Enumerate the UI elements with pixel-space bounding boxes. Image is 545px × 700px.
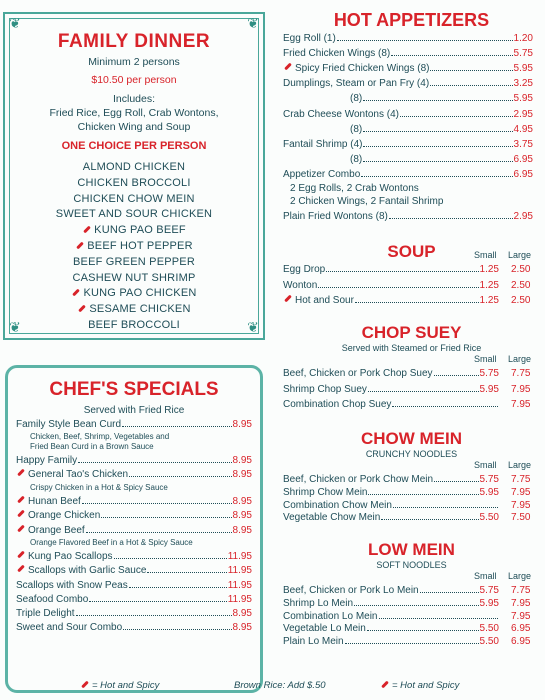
small-header: Small <box>474 571 497 581</box>
menu-item-name: Scallops with Garlic Sauce <box>28 565 147 577</box>
lo-mein-subtitle: SOFT NOODLES <box>376 560 447 570</box>
chili-pepper-icon <box>16 496 25 505</box>
menu-item-price: 5.75 <box>513 48 533 60</box>
dish-name: SESAME CHICKEN <box>89 303 191 316</box>
small-price: 5.50 <box>479 636 499 648</box>
leader-dots <box>381 512 478 520</box>
menu-item <box>283 636 499 647</box>
large-price: 7.75 <box>511 368 531 379</box>
combo-description: 2 Chicken Wings, 2 Fantail Shrimp <box>290 196 444 207</box>
menu-item-price: 11.95 <box>227 579 252 591</box>
menu-item <box>16 510 252 521</box>
menu-item-name: (8) <box>350 93 363 105</box>
menu-item <box>16 496 252 507</box>
family-dinner-dish <box>5 177 263 189</box>
small-price: 5.75 <box>479 585 499 596</box>
dish-name: BEEF GREEN PEPPER <box>73 255 195 268</box>
chow-mein-subtitle: CRUNCHY NOODLES <box>365 449 458 459</box>
menu-item-name: Combination Chop Suey <box>283 399 392 410</box>
menu-item-price: 11.95 <box>227 551 252 563</box>
menu-item <box>283 611 499 622</box>
legend-text: = Hot and Spicy <box>92 680 160 691</box>
menu-item-name: Plain Lo Mein <box>283 636 344 648</box>
menu-item-name: Egg Roll (1) <box>283 33 336 44</box>
menu-item-price: 1.20 <box>513 33 533 44</box>
family-dinner-dish <box>5 208 263 220</box>
menu-item-name: Kung Pao Scallops <box>28 551 113 563</box>
small-header: Small <box>474 460 497 470</box>
menu-item-description: Chicken, Beef, Shrimp, Vegetables and <box>30 432 170 442</box>
dish-name: CASHEW NUT SHRIMP <box>72 271 196 284</box>
leader-dots <box>368 487 478 495</box>
hot-appetizers-title: HOT APPETIZERS <box>333 10 490 30</box>
leader-dots <box>78 455 231 463</box>
fleur-corner-icon: ❦ <box>247 16 259 32</box>
chili-pepper-icon <box>16 565 25 574</box>
menu-item-price: 8.95 <box>232 496 252 508</box>
family-dinner-dish <box>5 272 263 284</box>
chop-suey-title: CHOP SUEY <box>361 323 462 342</box>
leader-dots <box>400 109 513 117</box>
menu-item <box>283 264 499 275</box>
menu-item <box>16 469 252 480</box>
leader-dots <box>326 264 478 272</box>
menu-item-name: Combination Chow Mein <box>283 499 392 511</box>
chili-pepper-icon <box>71 289 80 298</box>
large-price: 7.50 <box>511 512 531 524</box>
leader-dots <box>368 384 479 392</box>
chili-pepper-icon <box>16 525 25 534</box>
menu-item-name: Beef, Chicken or Pork Chop Suey <box>283 368 433 379</box>
chili-pepper-icon <box>380 681 389 690</box>
large-price: 2.50 <box>511 264 531 275</box>
menu-item <box>16 608 252 619</box>
family-dinner-dish <box>5 256 263 268</box>
chefs-specials-subtitle: Served with Fried Rice <box>83 405 185 416</box>
family-dinner-title: FAMILY DINNER <box>57 31 211 52</box>
leader-dots <box>379 611 499 619</box>
menu-item-price: 2.95 <box>513 108 533 120</box>
large-price: 7.75 <box>511 474 531 485</box>
leader-dots <box>354 598 479 606</box>
menu-item-price: 11.95 <box>227 565 252 577</box>
menu-item-price: 6.95 <box>513 168 533 180</box>
menu-item <box>283 280 499 291</box>
leader-dots <box>114 551 227 559</box>
family-dinner-includes-2: Chicken Wing and Soup <box>77 121 191 133</box>
menu-item-price: 8.95 <box>232 510 252 522</box>
menu-item-price: 3.75 <box>513 138 533 150</box>
large-header: Large <box>508 571 532 581</box>
family-dinner-choice: ONE CHOICE PER PERSON <box>61 140 207 152</box>
fleur-corner-icon: ❦ <box>9 16 21 32</box>
small-header: Small <box>474 250 497 260</box>
menu-item <box>350 124 533 135</box>
family-dinner-dish <box>5 303 263 315</box>
combo-description: 2 Egg Rolls, 2 Crab Wontons <box>290 183 419 194</box>
family-dinner-minimum: Minimum 2 persons <box>88 56 180 68</box>
menu-item <box>283 63 533 74</box>
leader-dots <box>129 580 227 588</box>
chili-pepper-icon <box>82 226 91 235</box>
menu-item-name: Orange Beef <box>28 524 85 536</box>
menu-item-price: 8.95 <box>232 419 252 430</box>
menu-item <box>283 48 533 59</box>
menu-item-name: Sweet and Sour Combo <box>16 622 123 634</box>
family-dinner-price: $10.50 per person <box>91 74 177 86</box>
menu-item-description: Orange Flavored Beef in a Hot & Spicy Sauce <box>30 537 193 547</box>
leader-dots <box>391 48 512 56</box>
leader-dots <box>123 622 231 630</box>
leader-dots <box>122 419 231 427</box>
menu-item-price: 8.95 <box>232 524 252 536</box>
small-price: 1.25 <box>479 295 499 306</box>
menu-item-name: Appetizer Combo <box>283 168 361 180</box>
leader-dots <box>434 474 478 482</box>
leader-dots <box>337 33 513 41</box>
menu-item-name: General Tao's Chicken <box>28 469 129 481</box>
menu-item-price: 8.95 <box>232 622 252 634</box>
small-price: 1.25 <box>479 279 499 291</box>
leader-dots <box>434 368 479 376</box>
menu-item-name: Family Style Bean Curd <box>16 419 122 430</box>
menu-item-name: (8) <box>350 123 363 135</box>
leader-dots <box>129 469 231 477</box>
leader-dots <box>101 510 231 518</box>
menu-item-name: Hot and Sour <box>295 295 354 306</box>
leader-dots <box>430 63 512 71</box>
family-dinner-box <box>3 12 265 340</box>
legend-text: = Hot and Spicy <box>392 680 460 691</box>
small-price: 5.95 <box>479 486 499 498</box>
menu-item-name: Combination Lo Mein <box>283 610 378 622</box>
menu-item <box>283 487 499 498</box>
leader-dots <box>76 608 232 616</box>
menu-item-name: Vegetable Lo Mein <box>283 623 366 635</box>
footer-legend-right <box>380 680 459 691</box>
chili-pepper-icon <box>283 295 292 304</box>
leader-dots <box>345 636 479 644</box>
menu-item-name: Fried Chicken Wings (8) <box>283 48 391 60</box>
chili-pepper-icon <box>16 510 25 519</box>
large-price: 7.95 <box>511 486 531 498</box>
menu-item-name: Egg Drop <box>283 264 326 275</box>
family-dinner-dish <box>5 161 263 173</box>
menu-item <box>283 368 499 379</box>
menu-item <box>16 580 252 591</box>
large-price: 7.95 <box>511 597 531 609</box>
menu-item <box>350 93 533 104</box>
menu-item <box>16 455 252 466</box>
menu-item-name: Shrimp Chop Suey <box>283 383 367 395</box>
leader-dots <box>147 565 226 573</box>
chili-pepper-icon <box>16 551 25 560</box>
leader-dots <box>355 295 479 303</box>
leader-dots <box>430 78 512 86</box>
menu-item <box>283 474 499 485</box>
menu-item <box>16 525 252 536</box>
chili-pepper-icon <box>16 469 25 478</box>
menu-item-name: Shrimp Lo Mein <box>283 597 354 609</box>
menu-item-name: Hunan Beef <box>28 496 81 508</box>
lo-mein-title: LOW MEIN <box>368 540 455 559</box>
leader-dots <box>392 399 498 407</box>
chili-pepper-icon <box>75 242 84 251</box>
menu-item <box>283 139 533 150</box>
menu-item <box>283 211 533 222</box>
menu-item <box>16 622 252 633</box>
menu-item <box>283 500 499 511</box>
menu-item-price: 8.95 <box>232 608 252 619</box>
small-price: 5.75 <box>479 368 499 379</box>
menu-item-price: 5.95 <box>513 63 533 75</box>
leader-dots <box>363 139 512 147</box>
large-price: 7.95 <box>511 383 531 395</box>
large-price: 7.75 <box>511 585 531 596</box>
family-dinner-includes-1: Fried Rice, Egg Roll, Crab Wontons, <box>49 107 219 119</box>
chow-mein-title: CHOW MEIN <box>360 429 463 448</box>
large-price: 7.95 <box>511 399 531 410</box>
large-price: 6.95 <box>511 623 531 635</box>
dish-name: CHICKEN CHOW MEIN <box>73 192 195 205</box>
leader-dots <box>393 500 498 508</box>
footer-legend-left <box>80 680 159 691</box>
dish-name: KUNG PAO BEEF <box>94 224 186 237</box>
dish-name: CHICKEN BROCCOLI <box>77 176 191 189</box>
leader-dots <box>363 93 512 101</box>
menu-item-name: Orange Chicken <box>28 510 101 522</box>
menu-item-name: Shrimp Chow Mein <box>283 486 368 498</box>
menu-item <box>350 154 533 165</box>
leader-dots <box>389 211 513 219</box>
dish-name: SWEET AND SOUR CHICKEN <box>55 208 213 221</box>
menu-item <box>283 169 533 180</box>
menu-item <box>283 384 499 395</box>
large-header: Large <box>508 354 532 364</box>
small-header: Small <box>474 354 497 364</box>
large-header: Large <box>508 460 532 470</box>
family-dinner-dish <box>5 319 263 331</box>
menu-item-price: 8.95 <box>232 469 252 481</box>
small-price: 5.50 <box>479 512 499 524</box>
leader-dots <box>361 169 512 177</box>
menu-item-price: 3.25 <box>513 78 533 90</box>
menu-item-name: Fantail Shrimp (4) <box>283 138 363 150</box>
family-dinner-includes-label: Includes: <box>112 93 156 105</box>
small-price: 5.95 <box>479 597 499 609</box>
menu-item-name: Plain Fried Wontons (8) <box>283 211 388 222</box>
menu-item-name: Happy Family <box>16 455 78 467</box>
small-price: 5.50 <box>479 623 499 635</box>
large-header: Large <box>508 250 532 260</box>
menu-item-description: Crispy Chicken in a Hot & Spicy Sauce <box>30 482 168 492</box>
menu-item-price: 6.95 <box>513 153 533 165</box>
leader-dots <box>318 280 478 288</box>
family-dinner-dish <box>5 224 263 236</box>
menu-item-price: 2.95 <box>513 211 533 222</box>
menu-item <box>283 33 533 44</box>
small-price: 1.25 <box>479 264 499 275</box>
family-dinner-dish <box>5 287 263 299</box>
fleur-corner-icon: ❦ <box>9 320 21 336</box>
chili-pepper-icon <box>77 305 86 314</box>
soup-title: SOUP <box>387 242 436 261</box>
menu-item-description: Fried Bean Curd in a Brown Sauce <box>30 441 154 451</box>
menu-item <box>283 78 533 89</box>
dish-name: BEEF BROCCOLI <box>88 319 180 331</box>
large-price: 2.50 <box>511 295 531 306</box>
chefs-specials-title: CHEF'S SPECIALS <box>49 379 219 400</box>
menu-item-name: Triple Delight <box>16 608 75 619</box>
menu-item <box>283 598 499 609</box>
menu-item <box>283 295 499 306</box>
menu-item-name: Dumplings, Steam or Pan Fry (4) <box>283 78 430 90</box>
large-price: 7.95 <box>511 499 531 511</box>
menu-item-name: Crab Cheese Wontons (4) <box>283 108 399 120</box>
menu-item <box>283 109 533 120</box>
menu-item-name: Vegetable Chow Mein <box>283 512 381 524</box>
menu-item-name: Wonton <box>283 279 318 291</box>
leader-dots <box>89 594 226 602</box>
menu-item-name: (8) <box>350 153 363 165</box>
menu-item-price: 4.95 <box>513 123 533 135</box>
menu-item <box>16 551 252 562</box>
menu-item <box>283 585 499 596</box>
dish-name: ALMOND CHICKEN <box>82 161 186 173</box>
large-price: 7.95 <box>511 610 531 622</box>
dish-name: BEEF HOT PEPPER <box>87 240 193 252</box>
menu-item-price: 5.95 <box>513 93 533 105</box>
menu-item <box>283 623 499 634</box>
menu-item-name: Scallops with Snow Peas <box>16 579 128 591</box>
leader-dots <box>363 124 512 132</box>
menu-item <box>283 512 499 523</box>
footer-brown-rice: Brown Rice: Add $.50 <box>234 680 326 691</box>
menu-item-name: Beef, Chicken or Pork Chow Mein <box>283 474 434 485</box>
chop-suey-subtitle: Served with Steamed or Fried Rice <box>341 343 482 353</box>
chili-pepper-icon <box>80 681 89 690</box>
chili-pepper-icon <box>283 63 292 72</box>
leader-dots <box>86 525 232 533</box>
family-dinner-dish <box>5 193 263 205</box>
leader-dots <box>82 496 232 504</box>
menu-item-name: Spicy Fried Chicken Wings (8) <box>295 63 430 75</box>
menu-item-name: Seafood Combo <box>16 593 89 605</box>
menu-item <box>16 565 252 576</box>
fleur-corner-icon: ❦ <box>247 320 259 336</box>
small-price: 5.75 <box>479 474 499 485</box>
menu-item-price: 8.95 <box>232 455 252 467</box>
menu-item <box>283 399 499 410</box>
large-price: 2.50 <box>511 279 531 291</box>
large-price: 6.95 <box>511 636 531 648</box>
menu-item <box>16 419 252 430</box>
leader-dots <box>367 623 479 631</box>
menu-item <box>16 594 252 605</box>
menu-item-name: Beef, Chicken or Pork Lo Mein <box>283 585 419 596</box>
menu-item-price: 11.95 <box>227 593 252 605</box>
family-dinner-dish <box>5 240 263 252</box>
leader-dots <box>420 585 479 593</box>
small-price: 5.95 <box>479 383 499 395</box>
leader-dots <box>363 154 512 162</box>
dish-name: KUNG PAO CHICKEN <box>83 287 197 300</box>
chefs-specials-box <box>5 365 263 693</box>
